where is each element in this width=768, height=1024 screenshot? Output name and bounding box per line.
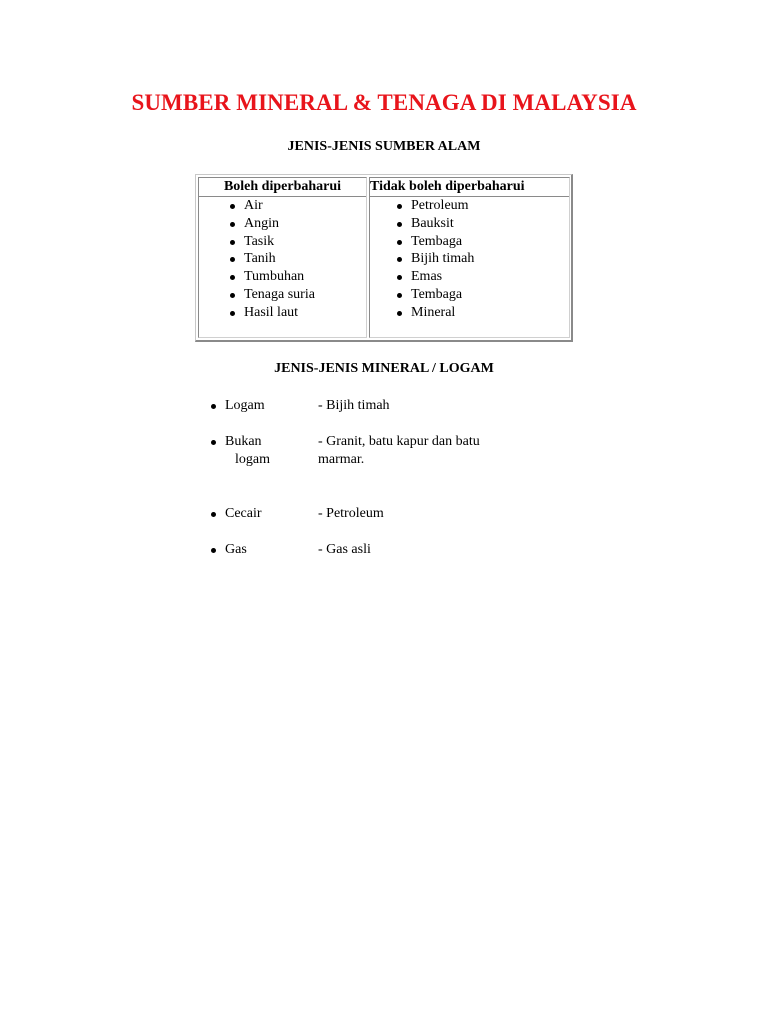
resource-types-table — [195, 174, 573, 342]
bullet-icon — [397, 293, 402, 298]
bullet-icon — [230, 240, 235, 245]
bullet-icon — [230, 222, 235, 227]
bullet-icon — [211, 548, 216, 553]
mineral-type-continued: logam — [235, 452, 270, 467]
list-item — [211, 433, 531, 469]
bullet-icon — [397, 257, 402, 262]
non-renewable-header: Tidak boleh diperbaharui — [370, 178, 569, 197]
bullet-icon — [211, 440, 216, 445]
bullet-icon — [230, 311, 235, 316]
list-item: Tanih — [230, 250, 366, 268]
bullet-icon — [230, 293, 235, 298]
mineral-type: Logam — [225, 398, 265, 413]
list-item — [211, 397, 531, 415]
list-item: Tembaga — [397, 286, 569, 304]
non-renewable-list — [397, 197, 569, 322]
renewable-column — [198, 177, 367, 338]
list-item: Bauksit — [397, 215, 569, 233]
list-item — [211, 541, 531, 559]
mineral-type: Gas — [225, 542, 247, 557]
mineral-types-list — [211, 397, 531, 557]
page-title: SUMBER MINERAL & TENAGA DI MALAYSIA — [131, 90, 637, 115]
mineral-description: - Petroleum — [318, 506, 384, 521]
bullet-icon — [397, 311, 402, 316]
mineral-description-continued: marmar. — [318, 452, 365, 467]
list-item: Tenaga suria — [230, 286, 366, 304]
bullet-icon — [397, 204, 402, 209]
list-item: Air — [230, 197, 366, 215]
list-item — [211, 505, 531, 523]
mineral-description: - Granit, batu kapur dan batu — [318, 434, 480, 449]
mineral-description: - Bijih timah — [318, 398, 390, 413]
bullet-icon — [230, 257, 235, 262]
list-item: Angin — [230, 215, 366, 233]
list-item: Tembaga — [397, 233, 569, 251]
mineral-type: Cecair — [225, 506, 262, 521]
non-renewable-column — [369, 177, 570, 338]
list-item: Bijih timah — [397, 250, 569, 268]
renewable-list — [230, 197, 366, 322]
bullet-icon — [211, 512, 216, 517]
mineral-description: - Gas asli — [318, 542, 371, 557]
bullet-icon — [230, 275, 235, 280]
bullet-icon — [397, 275, 402, 280]
natural-resources-heading: JENIS-JENIS SUMBER ALAM — [287, 139, 481, 154]
minerals-heading: JENIS-JENIS MINERAL / LOGAM — [274, 361, 494, 376]
renewable-header: Boleh diperbaharui — [199, 178, 366, 197]
mineral-type: Bukan — [225, 434, 262, 449]
list-item: Mineral — [397, 304, 569, 322]
list-item: Emas — [397, 268, 569, 286]
bullet-icon — [397, 222, 402, 227]
bullet-icon — [397, 240, 402, 245]
bullet-icon — [230, 204, 235, 209]
list-item: Tasik — [230, 233, 366, 251]
list-item: Tumbuhan — [230, 268, 366, 286]
list-item: Petroleum — [397, 197, 569, 215]
list-item: Hasil laut — [230, 304, 366, 322]
bullet-icon — [211, 404, 216, 409]
